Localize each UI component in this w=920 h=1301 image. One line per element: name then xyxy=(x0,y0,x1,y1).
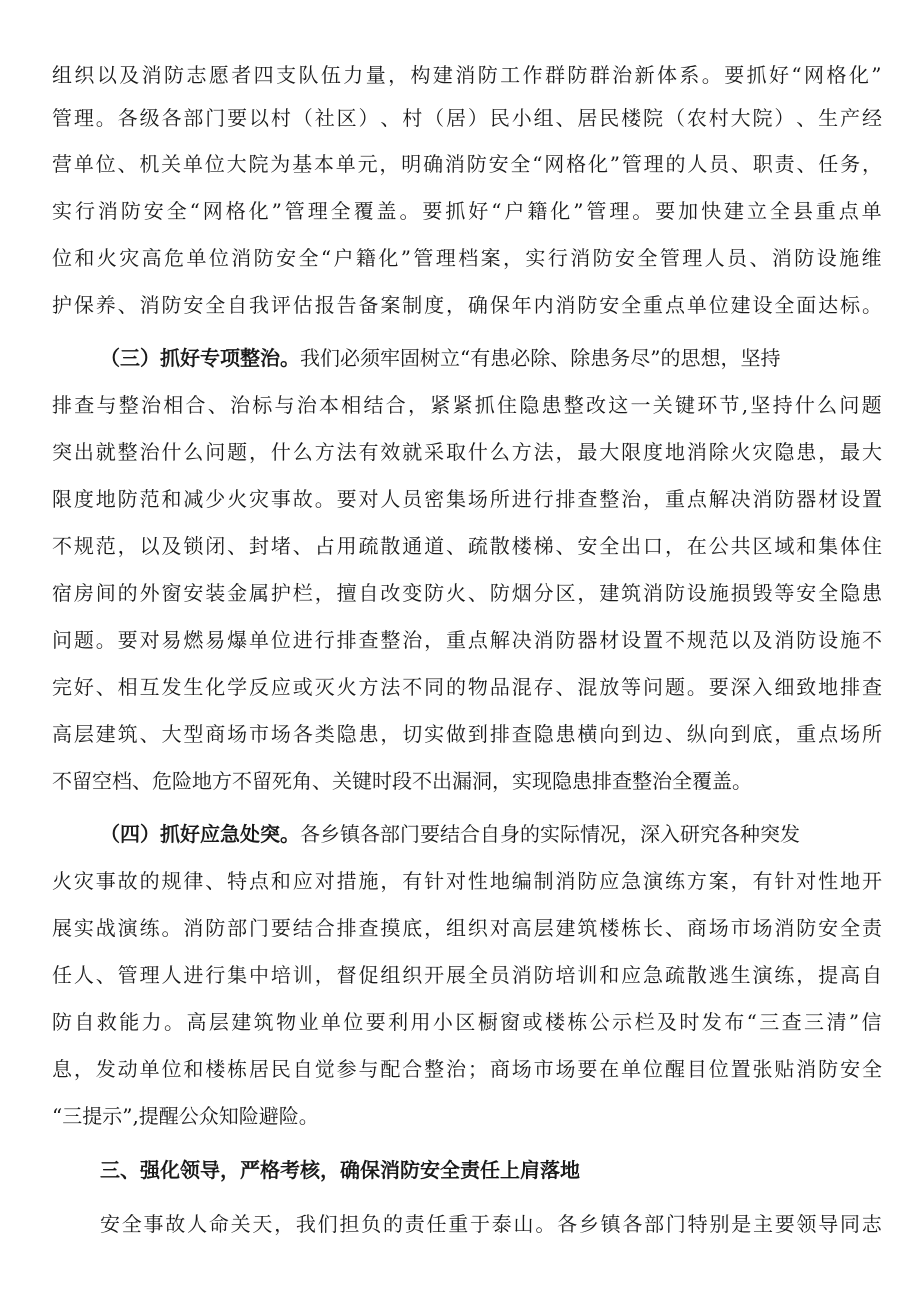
section-heading: 三、强化领导，严格考核，确保消防安全责任上肩落地 xyxy=(100,1158,580,1182)
text-line: 组 织 以 及 消 防 志 愿 者 四 支 队 伍 力 量 ， 构 建 消 防 工 作 群 防 群 治 新 体 系 。 要 抓 好 “ 网 格 化 ” xyxy=(52,63,882,87)
text-line: 排 查 与 整 治 相 合 、 治 标 与 治 本 相 结 合 ， 紧 紧 抓 住 隐 患 整 改 这 一 关 键 环 节 , 坚 持 什 么 问 题 xyxy=(52,393,882,417)
subsection-heading: （三）抓好专项整治。 xyxy=(100,346,300,370)
text-line: 营 单 位 、 机 关 单 位 大 院 为 基 本 单 元 ， 明 确 消 防 安 全 “ 网 格 化 ” 管 理 的 人 员 、 职 责 、 任 务 ， xyxy=(52,152,882,176)
text-line: 实 行 消 防 安 全 “ 网 格 化 ” 管 理 全 覆 盖 。 要 抓 好 “ 户 籍 化 ” 管 理 。 要 加 快 建 立 全 县 重 点 单 xyxy=(52,199,882,223)
text-line: 位 和 火 灾 高 危 单 位 消 防 安 全 “ 户 籍 化 ” 管 理 档 案 ， 实 行 消 防 安 全 管 理 人 员 、 消 防 设 施 维 xyxy=(52,246,882,270)
text-line: “三提示”,提醒公众知险避险。 xyxy=(52,1104,319,1128)
text-line: 高 层 建 筑 、 大 型 商 场 市 场 各 类 隐 患 ， 切 实 做 到 排 查 隐 患 横 向 到 边 、 纵 向 到 底 ， 重 点 场 所 xyxy=(52,722,882,746)
text-run: 我们必须牢固树立“有患必除、除患务尽”的思想，坚持 xyxy=(300,346,781,370)
text-line: 问 题 。 要 对 易 燃 易 爆 单 位 进 行 排 查 整 治 ， 重 点 解 决 消 防 器 材 设 置 不 规 范 以 及 消 防 设 施 不 xyxy=(52,628,882,652)
text-line: 完 好 、 相 互 发 生 化 学 反 应 或 灭 火 方 法 不 同 的 物 品 混 存 、 混 放 等 问 题 。 要 深 入 细 致 地 排 查 xyxy=(52,675,882,699)
text-line: 不 规 范 ， 以 及 锁 闭 、 封 堵 、 占 用 疏 散 通 道 、 疏 散 楼 梯 、 安 全 出 口 ， 在 公 共 区 域 和 集 体 住 xyxy=(52,534,882,558)
text-line: 息 ， 发 动 单 位 和 楼 栋 居 民 自 觉 参 与 配 合 整 治 ； 商 场 市 场 要 在 单 位 醒 目 位 置 张 贴 消 防 安 全 xyxy=(52,1057,882,1081)
text-line: 防 自 救 能 力 。 高 层 建 筑 物 业 单 位 要 利 用 小 区 橱 窗 或 楼 栋 公 示 栏 及 时 发 布 “ 三 查 三 清 ” 信 xyxy=(52,1010,882,1034)
text-line: 火 灾 事 故 的 规 律 、 特 点 和 应 对 措 施 ， 有 针 对 性 地 编 制 消 防 应 急 演 练 方 案 ， 有 针 对 性 地 开 xyxy=(52,869,882,893)
text-line: 管 理 。 各 级 各 部 门 要 以 村 （ 社 区 ） 、 村 （ 居 ） 民 小 组 、 居 民 楼 院 （ 农 村 大 院 ） 、 生 产 经 xyxy=(52,106,882,130)
text-run: 各乡镇各部门要结合自身的实际情况，深入研究各种突发 xyxy=(300,822,800,846)
text-line: 限 度 地 防 范 和 减 少 火 灾 事 故 。 要 对 人 员 密 集 场 所 进 行 排 查 整 治 ， 重 点 解 决 消 防 器 材 设 置 xyxy=(52,487,882,511)
subsection-heading: （四）抓好应急处突。 xyxy=(100,822,300,846)
text-line: 展 实 战 演 练 。 消 防 部 门 要 结 合 排 查 摸 底 ， 组 织 对 高 层 建 筑 楼 栋 长 、 商 场 市 场 消 防 安 全 责 xyxy=(52,916,882,940)
paragraph-first-line xyxy=(100,343,882,373)
paragraph-first-line xyxy=(100,819,882,849)
text-line: 突 出 就 整 治 什 么 问 题 ， 什 么 方 法 有 效 就 采 取 什 么 方 法 ， 最 大 限 度 地 消 除 火 灾 隐 患 ， 最 大 xyxy=(52,440,882,464)
text-line: 护 保 养 、 消 防 安 全 自 我 评 估 报 告 备 案 制 度 ， 确 保 年 内 消 防 安 全 重 点 单 位 建 设 全 面 达 标 。 xyxy=(52,293,882,317)
text-line: 宿 房 间 的 外 窗 安 装 金 属 护 栏 ， 擅 自 改 变 防 火 、 防 烟 分 区 ， 建 筑 消 防 设 施 损 毁 等 安 全 隐 患 xyxy=(52,581,882,605)
text-line: 安 全 事 故 人 命 关 天 ， 我 们 担 负 的 责 任 重 于 泰 山 。 各 乡 镇 各 部 门 特 别 是 主 要 领 导 同 志 xyxy=(100,1212,882,1236)
text-line: 任 人 、 管 理 人 进 行 集 中 培 训 ， 督 促 组 织 开 展 全 员 消 防 培 训 和 应 急 疏 散 逃 生 演 练 ， 提 高 自 xyxy=(52,963,882,987)
text-line: 不留空档、危险地方不留死角、关键时段不出漏洞，实现隐患排查整治全覆盖。 xyxy=(52,769,752,793)
